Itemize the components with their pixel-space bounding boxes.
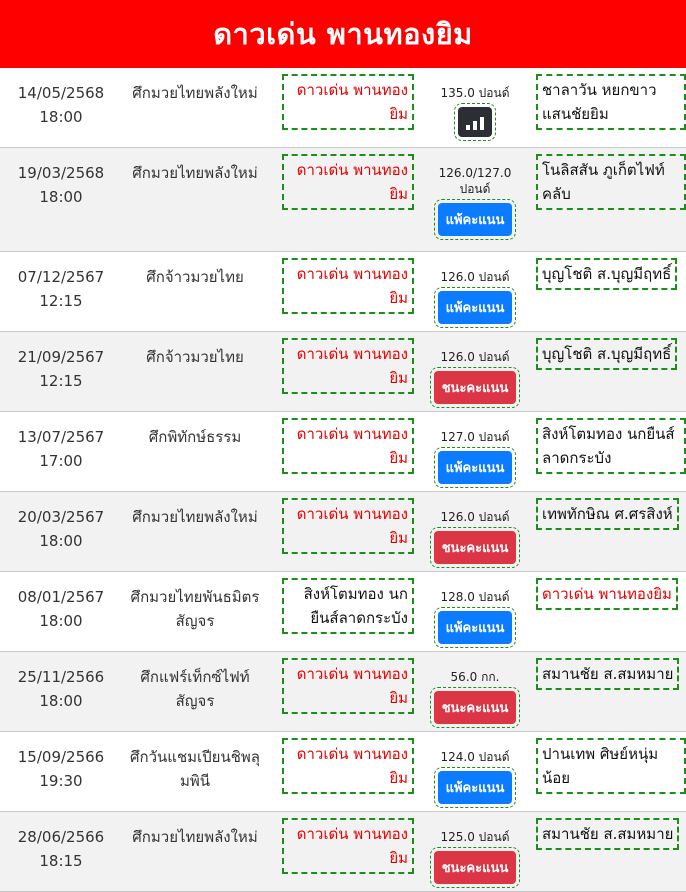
lose-points-button[interactable]: แพ้คะแนน [438, 611, 513, 644]
fighter-left[interactable]: ดาวเด่น พานทองยิม [282, 738, 414, 794]
event-name: ศึกจ้าวมวยไทย [146, 348, 244, 366]
fight-time: 17:00 [39, 452, 83, 470]
fight-datetime [0, 148, 122, 209]
fight-datetime [0, 652, 122, 713]
page-header [0, 0, 686, 68]
fight-date: 14/05/2568 [17, 84, 105, 102]
fight-row [0, 68, 686, 148]
win-points-button[interactable]: ชนะคะแนน [434, 531, 517, 564]
fight-datetime [0, 732, 122, 793]
fighter-right[interactable]: สิงห์โตมทอง นกยืนส์ลาดกระบัง [536, 418, 686, 474]
fighter-left[interactable]: ดาวเด่น พานทองยิม [282, 74, 414, 130]
fighter-right[interactable]: ปานเทพ ศิษย์หนุ่มน้อย [536, 738, 686, 794]
chart-icon[interactable] [458, 107, 492, 137]
fight-date: 15/09/2566 [17, 748, 105, 766]
action-wrapper [434, 767, 517, 808]
weight-class: 126.0/127.0 ปอนด์ [438, 166, 512, 196]
fight-time: 18:15 [39, 852, 83, 870]
fight-time: 18:00 [39, 612, 83, 630]
fight-date: 07/12/2567 [17, 268, 105, 286]
fight-row [0, 252, 686, 332]
event-name: ศึกมวยไทยพลังใหม่ [132, 84, 258, 102]
win-points-button[interactable]: ชนะคะแนน [434, 851, 517, 884]
fighter-right[interactable]: บุญโชติ ส.บุญมีฤทธิ์ [536, 338, 677, 370]
result-cell [418, 68, 532, 141]
fight-time: 18:00 [39, 108, 83, 126]
fighter-left[interactable]: ดาวเด่น พานทองยิม [282, 818, 414, 874]
action-wrapper [434, 199, 517, 240]
fighter-left[interactable]: ดาวเด่น พานทองยิม [282, 418, 414, 474]
event-name: ศึกมวยไทยพันธมิตรสัญจร [130, 588, 260, 630]
fight-row [0, 812, 686, 892]
fight-datetime [0, 68, 122, 129]
event-name: ศึกมวยไทยพลังใหม่ [132, 164, 258, 182]
fight-history-list [0, 68, 686, 892]
weight-class: 56.0 กก. [450, 670, 500, 684]
action-wrapper [434, 287, 517, 328]
fighter-left[interactable]: ดาวเด่น พานทองยิม [282, 258, 414, 314]
fight-date: 21/09/2567 [17, 348, 105, 366]
fighter-left[interactable]: ดาวเด่น พานทองยิม [282, 658, 414, 714]
fight-date: 28/06/2566 [17, 828, 105, 846]
result-cell [418, 732, 532, 808]
fight-row [0, 148, 686, 252]
fight-time: 12:15 [39, 292, 83, 310]
weight-class: 126.0 ปอนด์ [440, 270, 510, 284]
event-name: ศึกมวยไทยพลังใหม่ [132, 828, 258, 846]
result-cell [418, 332, 532, 408]
action-wrapper [430, 687, 521, 728]
fighter-right[interactable]: ดาวเด่น พานทองยิม [536, 578, 678, 610]
fight-row [0, 332, 686, 412]
win-points-button[interactable]: ชนะคะแนน [434, 371, 517, 404]
fighter-left[interactable]: ดาวเด่น พานทองยิม [282, 498, 414, 554]
event-name: ศึกจ้าวมวยไทย [146, 268, 244, 286]
action-wrapper [430, 527, 521, 568]
weight-class: 135.0 ปอนด์ [440, 86, 510, 100]
fighter-right[interactable]: ชาลาวัน หยกขาวแสนชัยยิม [536, 74, 686, 130]
action-wrapper [454, 103, 496, 141]
event-name: ศึกพิทักษ์ธรรม [148, 428, 242, 446]
event-name: ศึกแฟร์เท็กซ์ไฟท์สัญจร [140, 668, 250, 710]
fight-datetime [0, 812, 122, 873]
fight-date: 25/11/2566 [17, 668, 105, 686]
lose-points-button[interactable]: แพ้คะแนน [438, 771, 513, 804]
fighter-right[interactable]: สมานชัย ส.สมหมาย [536, 658, 679, 690]
fighter-left[interactable]: ดาวเด่น พานทองยิม [282, 338, 414, 394]
fight-date: 19/03/2568 [17, 164, 105, 182]
event-name: ศึกมวยไทยพลังใหม่ [132, 508, 258, 526]
fight-time: 12:15 [39, 372, 83, 390]
fight-datetime [0, 252, 122, 313]
fight-time: 18:00 [39, 532, 83, 550]
result-cell [418, 252, 532, 328]
fight-row [0, 652, 686, 732]
win-points-button[interactable]: ชนะคะแนน [434, 691, 517, 724]
lose-points-button[interactable]: แพ้คะแนน [438, 203, 513, 236]
result-cell [418, 652, 532, 728]
fighter-left[interactable]: ดาวเด่น พานทองยิม [282, 154, 414, 210]
fighter-right[interactable]: เทพทักษิณ ศ.ศรสิงห์ [536, 498, 679, 530]
weight-class: 127.0 ปอนด์ [440, 430, 510, 444]
fight-time: 18:00 [39, 692, 83, 710]
action-wrapper [434, 447, 517, 488]
fight-row [0, 572, 686, 652]
event-name: ศึกวันแชมเปียนชิพลุมพินี [130, 748, 260, 790]
fight-datetime [0, 572, 122, 633]
fighter-right[interactable]: สมานชัย ส.สมหมาย [536, 818, 679, 850]
fight-time: 19:30 [39, 772, 83, 790]
fighter-left[interactable]: สิงห์โตมทอง นกยืนส์ลาดกระบัง [282, 578, 414, 634]
fight-date: 13/07/2567 [17, 428, 105, 446]
weight-class: 128.0 ปอนด์ [440, 590, 510, 604]
lose-points-button[interactable]: แพ้คะแนน [438, 451, 513, 484]
page-title: ดาวเด่น พานทองยิม [213, 17, 473, 51]
result-cell [418, 812, 532, 888]
fight-date: 20/03/2567 [17, 508, 105, 526]
fight-time: 18:00 [39, 188, 83, 206]
fight-row [0, 412, 686, 492]
weight-class: 125.0 ปอนด์ [440, 830, 510, 844]
weight-class: 124.0 ปอนด์ [440, 750, 510, 764]
lose-points-button[interactable]: แพ้คะแนน [438, 291, 513, 324]
weight-class: 126.0 ปอนด์ [440, 510, 510, 524]
weight-class: 126.0 ปอนด์ [440, 350, 510, 364]
fight-row [0, 492, 686, 572]
fight-datetime [0, 412, 122, 473]
result-cell [418, 412, 532, 488]
fight-datetime [0, 332, 122, 393]
fighter-right[interactable]: บุญโชติ ส.บุญมีฤทธิ์ [536, 258, 677, 290]
result-cell [418, 148, 532, 240]
fight-date: 08/01/2567 [17, 588, 105, 606]
fight-datetime [0, 492, 122, 553]
fight-row [0, 732, 686, 812]
action-wrapper [434, 607, 517, 648]
result-cell [418, 572, 532, 648]
action-wrapper [430, 367, 521, 408]
result-cell [418, 492, 532, 568]
fighter-right[interactable]: โนลิสสัน ภูเก็ตไฟท์คลับ [536, 154, 686, 210]
